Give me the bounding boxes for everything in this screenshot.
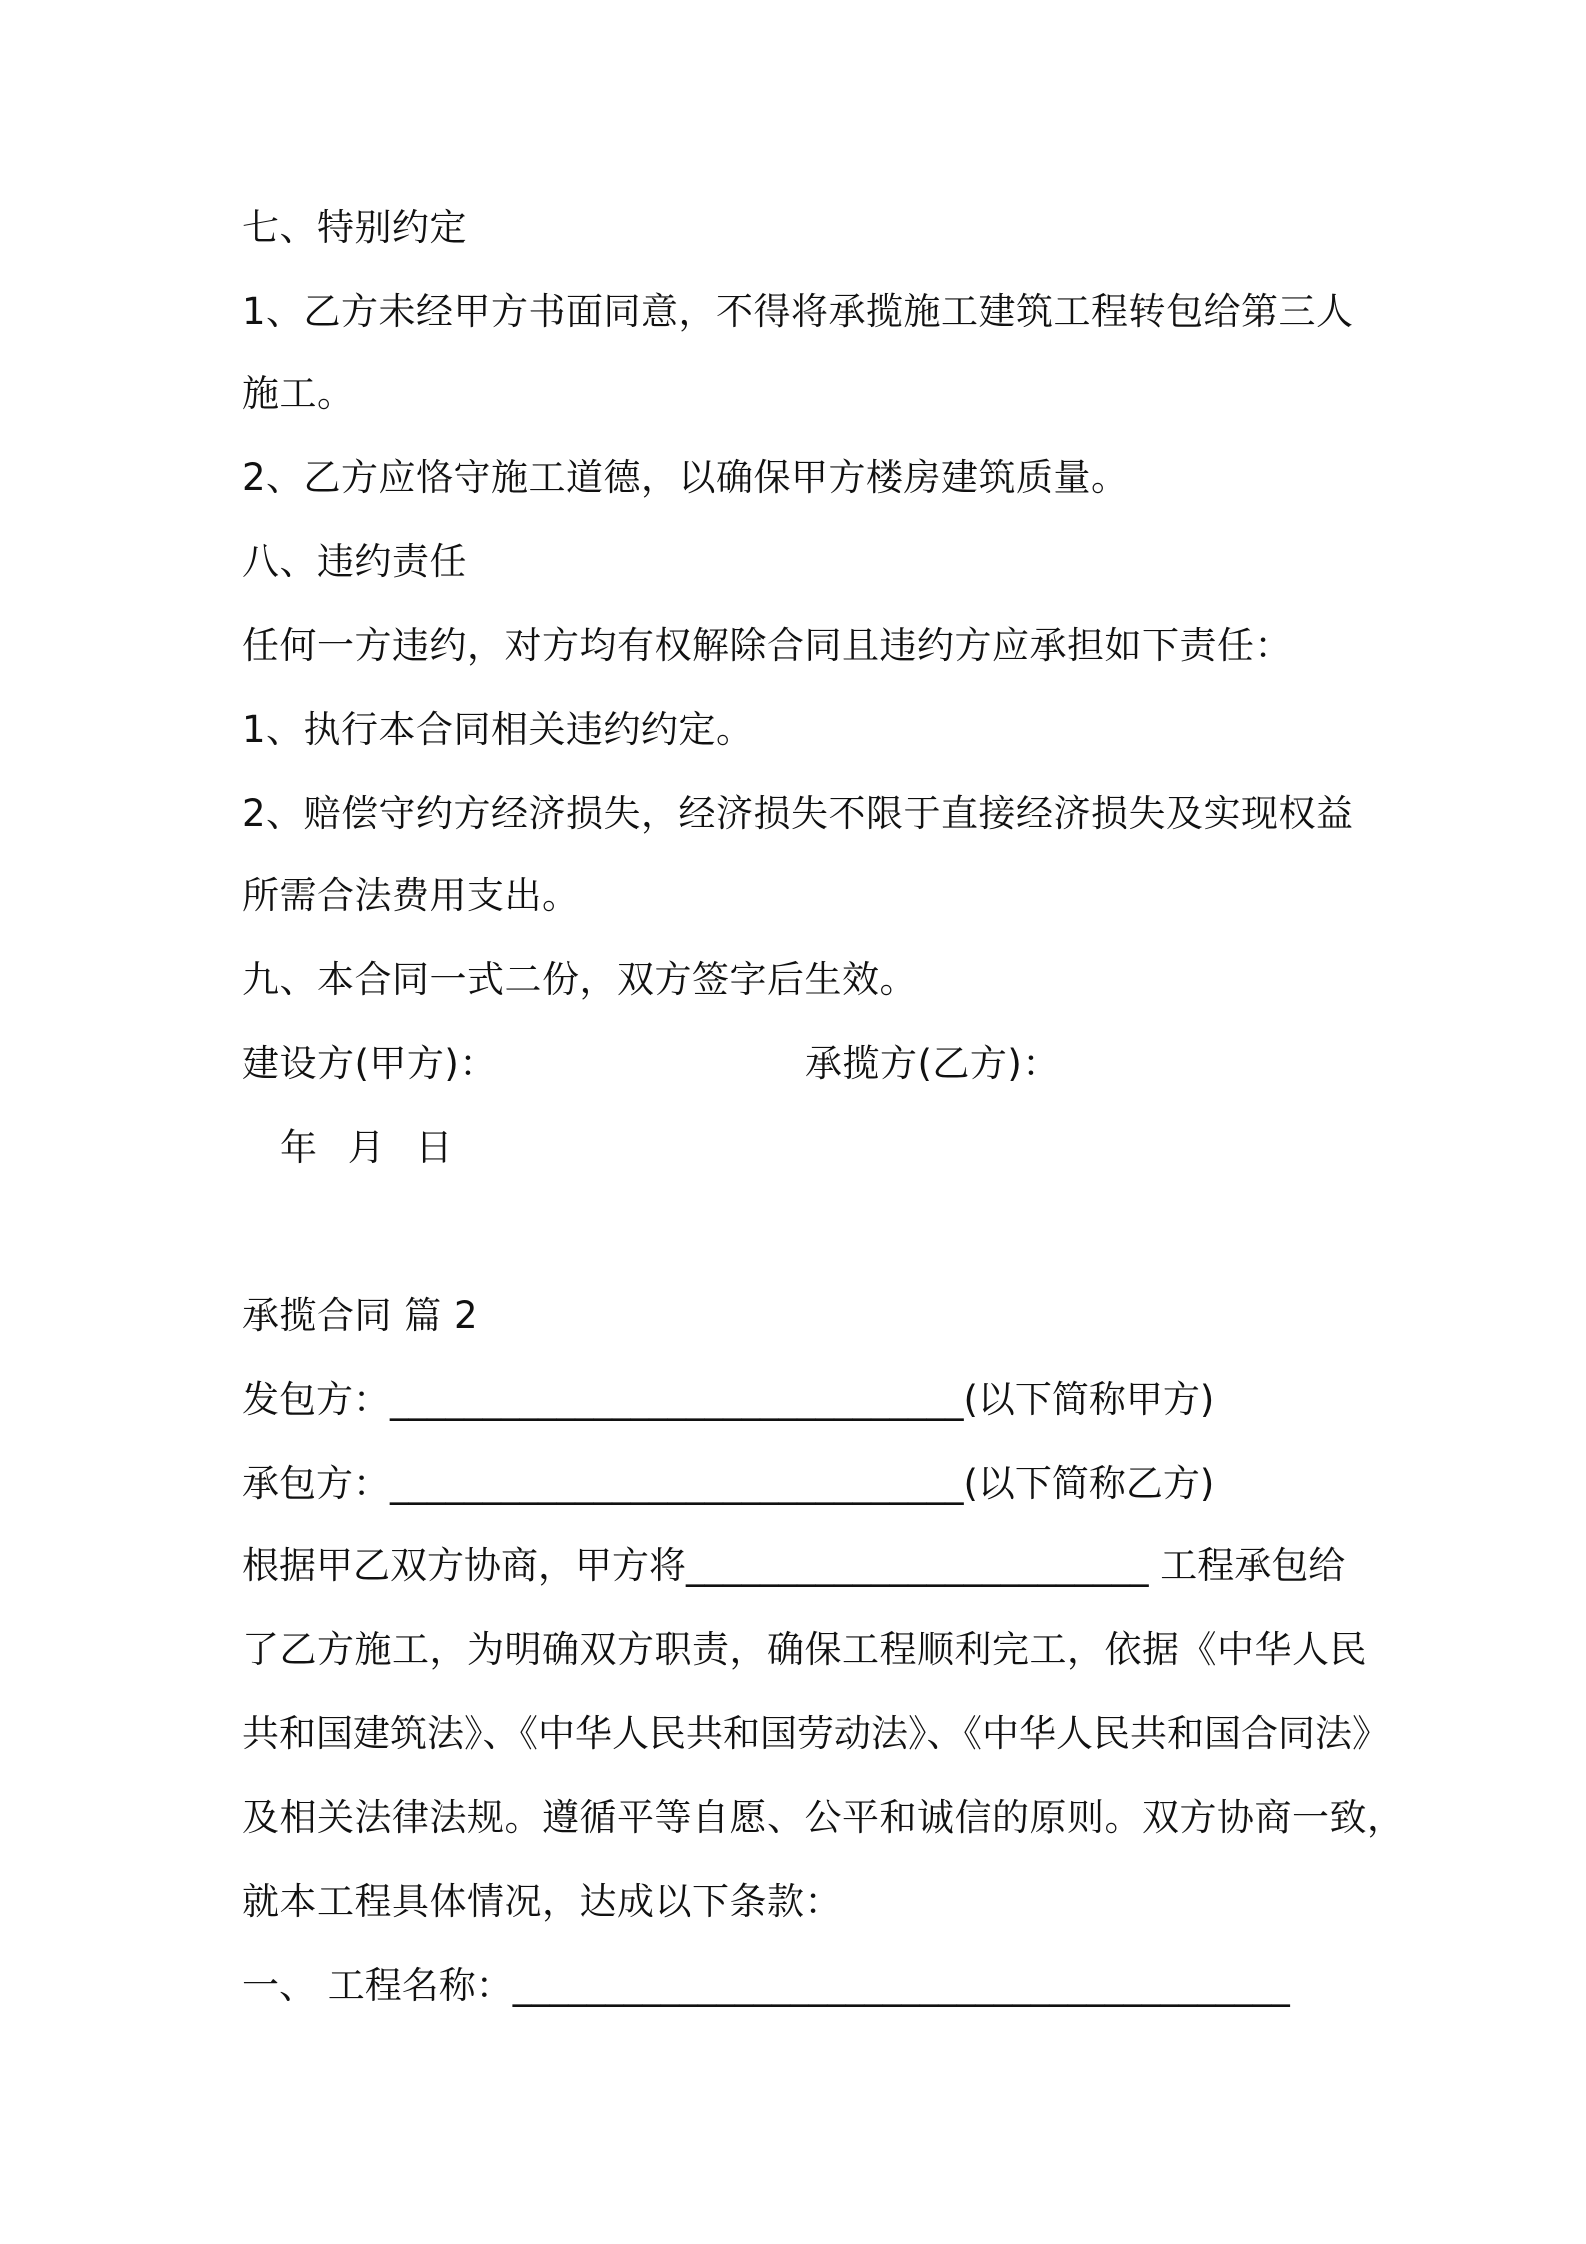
clause-line: 九、本合同一式二份，双方签字后生效。 [242, 958, 917, 1001]
heading-special-terms: 七、特别约定 [242, 206, 467, 249]
section-title: 承揽合同 篇 2 [242, 1294, 479, 1337]
clause-line: 1、乙方未经甲方书面同意，不得将承揽施工建筑工程转包给第三人 [242, 290, 1354, 333]
contractor-line: 承包方：_______________________________(以下简称乙方) [242, 1462, 1215, 1505]
clause-line: 任何一方违约，对方均有权解除合同且违约方应承担如下责任： [242, 624, 1292, 667]
employer-line: 发包方：_______________________________(以下简称甲方) [242, 1378, 1215, 1421]
signature-party-b: 承揽方(乙方)： [805, 1042, 1060, 1085]
clause-line: 1、执行本合同相关违约约定。 [242, 708, 754, 751]
clause-line: 所需合法费用支出。 [242, 874, 580, 917]
signature-date: 年 月 日 [280, 1126, 454, 1169]
clause-line: 2、乙方应恪守施工道德，以确保甲方楼房建筑质量。 [242, 456, 1129, 499]
paragraph-line: 根据甲乙双方协商，甲方将_________________________ 工程承包给 [242, 1544, 1346, 1587]
signature-party-a: 建设方(甲方)： [242, 1042, 497, 1085]
heading-breach-liability: 八、违约责任 [242, 540, 467, 583]
paragraph-line: 共和国建筑法》、《中华人民共和国劳动法》、《中华人民共和国合同法》 [242, 1712, 1389, 1755]
paragraph-line: 了乙方施工，为明确双方职责，确保工程顺利完工，依据《中华人民 [242, 1628, 1367, 1671]
paragraph-line: 就本工程具体情况，达成以下条款： [242, 1880, 842, 1923]
clause-line: 2、赔偿守约方经济损失，经济损失不限于直接经济损失及实现权益 [242, 792, 1354, 835]
project-name-line: 一、 工程名称：__________________________________________ [242, 1964, 1290, 2007]
clause-line: 施工。 [242, 372, 355, 415]
paragraph-line: 及相关法律法规。遵循平等自愿、公平和诚信的原则。双方协商一致， [242, 1796, 1405, 1839]
